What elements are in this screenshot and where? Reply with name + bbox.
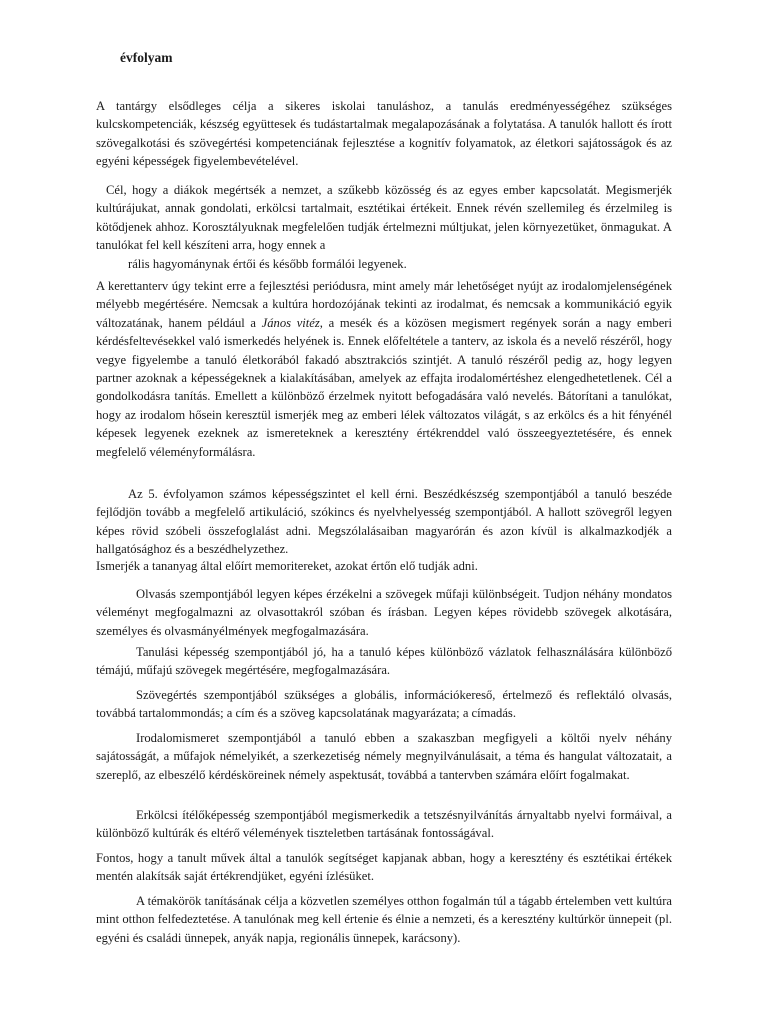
paragraph-themes: A témakörök tanításának célja a közvetlen személyes otthon fogalmán túl a tágabb értelemben vett kultúra mint otthon felfedeztetése. A tanulónak meg kell értenie és élnie a nemzeti, és a keresztény kultúrkör ünnepeit (pl. egyéni és családi ünnepek, anyák napja, regionális ünnepek, karácsony). bbox=[96, 894, 672, 945]
work-title-janos-vitez: János vitéz bbox=[261, 315, 320, 330]
section-heading: évfolyam bbox=[120, 50, 173, 65]
paragraph-nation-goal: Cél, hogy a diákok megértsék a nemzet, a szűkebb közösség és az egyes ember kapcsolatát. Megismerjék kultúrájukat, annak gondolati, erkölcsi tartalmait, esztétikai értékeit. Ennek révén szellemileg és érzelmileg is kötődjenek ahhoz. Korosztályuknak megfelelően tudják értelmezni múltjukat, jelen környezetüket, önmagukat. A tanulókat fel kell készíteni arra, hogy ennek a rális hagyománynak értői és később formálói legyenek. bbox=[96, 181, 672, 273]
paragraph-moral-judgement: Erkölcsi ítélőképesség szempontjából megismerkedik a tetszésnyilvánítás árnyaltabb nyelvi formáival, a különböző kultúrák és eltérő vélemények tiszteletben tartásának fontosságával. bbox=[96, 808, 672, 841]
paragraph-literature-knowledge: Irodalomismeret szempontjából a tanuló ebben a szakaszban megfigyeli a költői nyelv néhány sajátosságát, a műfajok némelyikét, a szerkezetiség némely megnyilvánulásait, a téma és hangulat változatait, a szereplő, az elbeszélő kérdésköreinek némely aspektusát, továbbá a tantervben számára előírt fogalmakat. bbox=[96, 731, 672, 782]
paragraph-nation-goal-tail: rális hagyománynak értői és később formálói legyenek. bbox=[128, 256, 407, 271]
paragraph-curriculum-goal: A tantárgy elsődleges célja a sikeres iskolai tanuláshoz, a tanulás eredményességéhez szükséges kulcskompetenciák, készség együttesek és tudástartalmak megalapozásának a folytatása. A tanulók hallott és írott szövegalkotási és szövegértési kompetenciának fejlesztése a kognitív folyamatok, az életkori sajátosságok és az egyéni képességek figyelembevételével. bbox=[96, 99, 672, 169]
paragraph-learning-ability: Tanulási képesség szempontjából jó, ha a tanuló képes különböző vázlatok felhasználására különböző témájú, műfajú szövegek megértésére, megfogalmazására. bbox=[96, 645, 672, 678]
paragraph-memorization: Ismerjék a tananyag által előírt memoritereket, azokat értőn elő tudják adni. bbox=[96, 559, 478, 573]
paragraph-comprehension: Szövegértés szempontjából szükséges a globális, információkereső, értelmező és reflektáló olvasás, továbbá tartalommondás; a cím és a szöveg kapcsolatának magyarázata; a címadás. bbox=[96, 688, 672, 721]
paragraph-grade5-skills: Az 5. évfolyamon számos képességszintet el kell érni. Beszédkészség szempontjából a tanuló beszéde fejlődjön tovább a megfelelő artikuláció, szókincs és nyelvhelyesség szempontjából. A hallott szövegről legyen képes rövid szóbeli összefoglalást adni. Megszólalásaiban magyarórán és azon kívül is alkalmazkodjék a hallgatósághoz és a beszédhelyzethez. bbox=[96, 487, 672, 557]
paragraph-values: Fontos, hogy a tanult művek által a tanulók segítséget kapjanak abban, hogy a keresztény és esztétikai értékek mentén alakítsák saját értékrendjüket, egyéni ízlésüket. bbox=[96, 851, 672, 884]
paragraph-framework: A kerettanterv úgy tekint erre a fejlesztési periódusra, mint amely már lehetőséget nyújt az irodalomjelenségének mélyebb megértésére. Nemcsak a kultúra hordozójának tekinti az irodalmat, és nemcsak a kommunikáció egyik változatának, hanem például a János vitéz, a mesék és a közösen megismert regények során a nagy emberi kérdésfeltevésekkel való ismerkedés helyének is. Ennek előfeltétele a tanterv, az iskola és a nevelő részéről, hogy vegye figyelembe a tanuló életkorából fakadó absztrakciós szintjét. A tanuló részéről pedig az, hogy legyen partner azoknak a képességeknek a kialakításában, amelyek az effajta irodalomértéshez elengedhetetlenek. Cél a gondolkodásra tanítás. Emellett a különböző érzelmek nyitott befogadására való nevelés. Bátorítani a tanulókat, hogy az irodalom hősein keresztül ismerjék meg az emberi lélek változatos világát, s az erkölcs és a hit fényénél képesek legyenek ezeknek az ismereteknek a keresztény értékrenddel való összeegyeztetésére, és ennek megfelelő véleményformálásra. bbox=[96, 279, 672, 459]
paragraph-reading: Olvasás szempontjából legyen képes érzékelni a szövegek műfaji különbségeit. Tudjon néhány mondatos véleményt megfogalmazni az olvasottakról szóban és írásban. Legyen képes rövidebb szövegek alkotására, személyes és olvasmányélmények megfogalmazására. bbox=[96, 587, 672, 638]
